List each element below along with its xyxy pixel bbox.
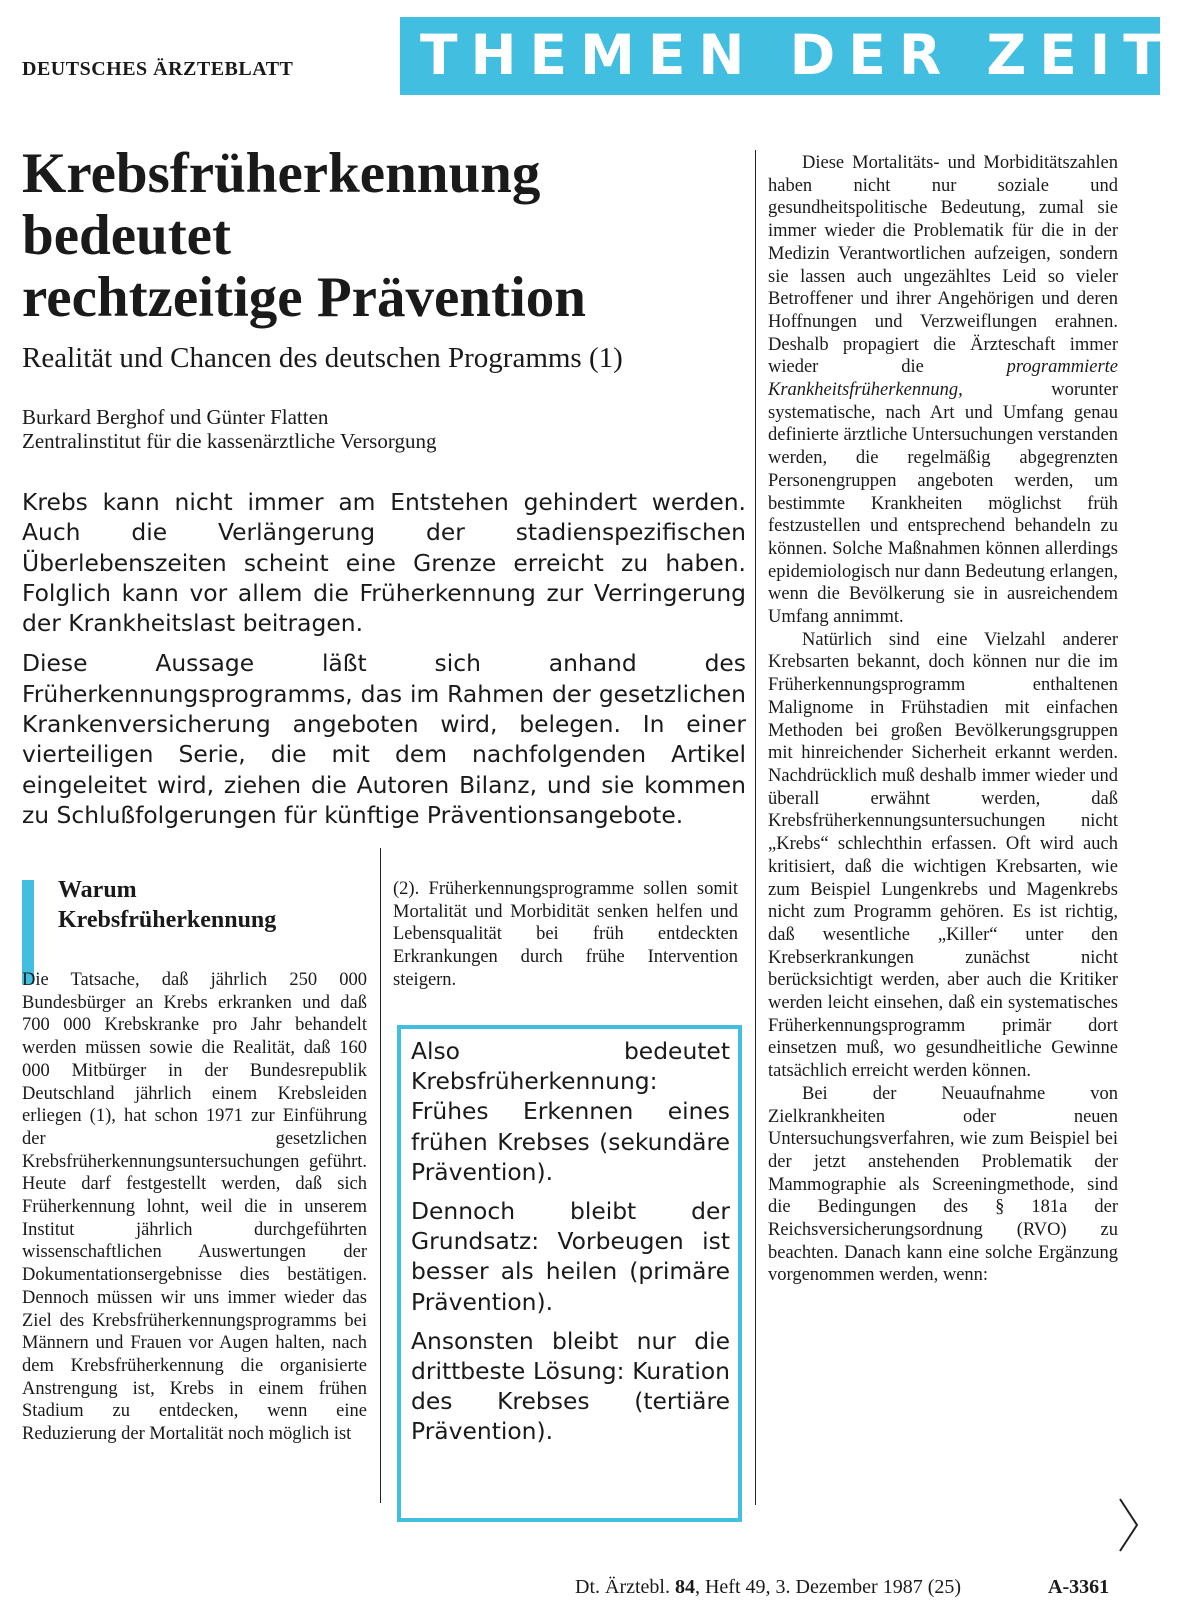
- title-line: Krebsfrüherkennung: [22, 142, 541, 205]
- body-column-1: [22, 969, 367, 1446]
- author-names: Burkard Berghof und Günter Flatten: [22, 405, 329, 429]
- article-title: [22, 143, 752, 329]
- lead-paragraph: Diese Aussage läßt sich anhand des Früherkennungsprogramms, das im Rahmen der gesetzlichen Krankenversicherung angeboten wird, belegen. In einer vierteiligen Serie, die mit dem nachfolgenden Artikel eingeleitet wird, ziehen die Autoren Bilanz, und sie kommen zu Schlußfolgerungen für künftige Präventionsangebote.: [22, 649, 746, 829]
- body-paragraph: [768, 152, 1118, 629]
- summary-box-text: [411, 1036, 730, 1456]
- byline: [22, 405, 742, 453]
- section-heading: [58, 875, 368, 935]
- body-paragraph: (2). Früherkennungsprogramme sollen somit Mortalität und Morbidität senken helfen und Lebensqualität bei früh entdeckten Erkrankungen durch frühe Intervention steigern.: [393, 879, 738, 990]
- rubric-banner: [400, 17, 1174, 95]
- footer-volume: 84: [674, 1576, 695, 1598]
- section-heading-line: Warum: [58, 877, 137, 903]
- emphasis-text: programmierte Krankheitsfrüherkennung,: [768, 357, 1118, 401]
- title-line: bedeutet: [22, 204, 231, 267]
- continue-arrow-icon: [1118, 1497, 1140, 1553]
- column-divider: [755, 150, 756, 1505]
- title-line: rechtzeitige Prävention: [22, 266, 586, 329]
- body-text: worunter systematische, nach Art und Umfang genau definierte ärztliche Untersuchungen verstanden werden, die regelmäßig abgegrenzten Personengruppen angeboten werden, um bestimmte Krankheiten möglichst früh festzustellen und entsprechend behandeln zu können. Solche Maßnahmen können allerdings epidemiologisch nur dann Bedeutung erlangen, wenn die Bevölkerung sie in ausreichendem Umfang annimmt.: [768, 380, 1118, 628]
- summary-box: [397, 1025, 742, 1522]
- summary-paragraph: Ansonsten bleibt nur die drittbeste Lösung: Kuration des Krebses (tertiäre Prävention).: [411, 1326, 730, 1446]
- journal-masthead: DEUTSCHES ÄRZTEBLATT: [22, 58, 294, 80]
- section-heading-line: Krebsfrüherkennung: [58, 907, 277, 933]
- summary-paragraph: Dennoch bleibt der Grundsatz: Vorbeugen ist besser als heilen (primäre Prävention).: [411, 1197, 730, 1316]
- lead-paragraph: Krebs kann nicht immer am Entstehen gehindert werden. Auch die Verlängerung der stadienspezifischen Überlebenszeiten scheint eine Grenze erreicht zu haben. Folglich kann vor allem die Früherkennung zur Verringerung der Krankheitslast beitragen.: [22, 488, 746, 638]
- footer-issue: , Heft 49, 3. Dezember 1987 (25): [694, 1576, 962, 1598]
- page-footer: [575, 1576, 961, 1599]
- summary-paragraph: Also bedeutet Krebsfrüherkennung: Frühes Erkennen eines frühen Krebses (sekundäre Prävention).: [411, 1037, 730, 1186]
- body-paragraph: Die Tatsache, daß jährlich 250 000 Bundesbürger an Krebs erkranken und daß 700 000 Krebskranke pro Jahr behandelt werden müssen sowie die Realität, daß 160 000 Mitbürger in der Bundesrepublik Deutschland jährlich einem Krebsleiden erliegen (1), hat schon 1971 zur Einführung der gesetzlichen Krebsfrüherkennungsuntersuchungen geführt. Heute darf festgestellt werden, daß sich Früherkennung lohnt, weil die in unserem Institut jährlich durchgeführten wissenschaftlichen Auswertungen der Dokumentationsergebnisse dies bestätigen. Dennoch müssen wir uns immer wieder das Ziel des Krebsfrüherkennungsprogramms bei Männern und Frauen vor Augen halten, nach dem Krebsfrüherkennung die organisierte Anstrengung ist, Krebs in einem frühen Stadium zu entdecken, wenn eine Reduzierung der Mortalität noch möglich ist: [22, 970, 367, 1445]
- page-number: A-3361: [1048, 1576, 1110, 1598]
- body-paragraph: Bei der Neuaufnahme von Zielkrankheiten oder neuen Untersuchungsverfahren, wie zum Beispiel bei der jetzt anstehenden Problematik der Mammographie als Screeningmethode, sind die Bedingungen des § 181a der Reichsversicherungsordnung (RVO) zu beachten. Danach kann eine solche Ergänzung vorgenommen werden, wenn:: [768, 1083, 1118, 1286]
- body-text: Diese Mortalitäts- und Morbiditätszahlen haben nicht nur soziale und gesundheitspolitische Bedeutung, zumal sie immer wieder die Problematik für die in der Medizin Verantwortlichen aufzeigen, sondern sie lassen auch ungezähltes Leid so vieler Betroffener und ihrer Angehörigen und deren Hoffnungen und Verzweiflungen erahnen. Deshalb propagiert die Ärzteschaft immer wieder die: [768, 153, 1118, 378]
- body-paragraph: Natürlich sind eine Vielzahl anderer Krebsarten bekannt, doch können nur die im Früherkennungsprogramm enthaltenen Malignome in Frühstadien mit einfachen Methoden bei großen Bevölkerungsgruppen mit hinreichender Sicherheit erkannt werden. Nachdrücklich muß deshalb immer wieder und überall erwähnt werden, daß Krebsfrüherkennungsuntersuchungen nicht „Krebs“ schlechthin erfassen. Oft wird auch kritisiert, daß die wichtigen Krebsarten, wie zum Beispiel Lungenkrebs und Magenkrebs nicht zum Programm gehören. Es ist richtig, daß wesentliche „Killer“ unter den Krebserkrankungen zunächst nicht berücksichtigt werden, aber auch die Kritiker werden leicht einsehen, daß ein systematisches Früherkennungsprogramm primär dort einsetzen muß, wo gesundheitliche Gewinne tatsächlich erreicht werden können.: [768, 629, 1118, 1082]
- column-divider: [380, 848, 381, 1503]
- body-column-3: [768, 152, 1118, 1287]
- article-subtitle: Realität und Chancen des deutschen Programms (1): [22, 342, 623, 374]
- lead-text: [22, 487, 746, 840]
- footer-journal: Dt. Ärztebl.: [575, 1576, 670, 1598]
- author-affiliation: Zentralinstitut für die kassenärztliche Versorgung: [22, 429, 437, 453]
- rubric-label: THEMEN DER ZEIT: [420, 23, 1174, 87]
- body-column-2: [393, 878, 738, 992]
